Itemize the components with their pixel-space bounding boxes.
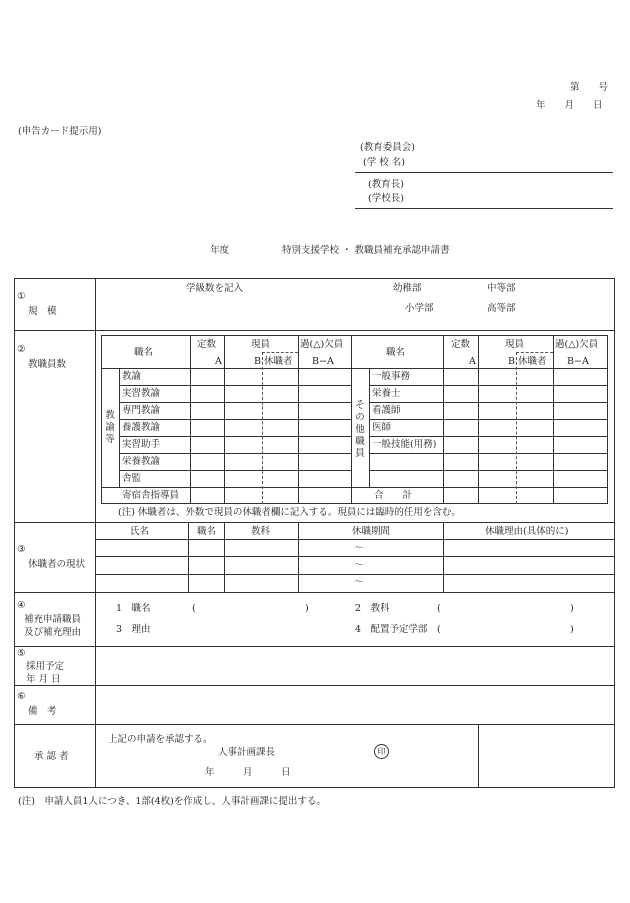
teacher-row: 寄宿舎指導員 [122,490,180,501]
paren: ( [192,603,196,614]
staff-total: 合 計 [374,490,413,501]
col-quota-left: 定数 [197,339,217,350]
remarks-num: ⑥ [17,691,26,702]
col-diff-sub-left: B−A [312,356,334,367]
paren: ) [305,603,309,614]
col-current-left: 現員 [251,339,271,350]
paren: ) [570,603,574,614]
seal-stamp: 印 [374,744,389,759]
replace-item3: 3 理由 [116,624,151,635]
hire-num: ⑤ [17,648,26,659]
leave-header-subject: 教科 [251,526,271,537]
col-leave-left: 休職者 [264,356,293,367]
leave-header-reason: 休職理由(具体的に) [485,526,569,537]
teacher-row: 養護教諭 [122,422,161,433]
scale-num: ① [17,291,26,302]
group-others: その他職員 [355,400,365,459]
leave-num: ③ [17,544,26,555]
school-underline [355,172,613,173]
label-column-divider [95,278,96,788]
other-row: 看護師 [372,405,401,416]
staff-note: (注) 休職者は、外数で現員の休職者欄に記入する。現員には臨時的任用を含む。 [118,507,461,518]
col-diff-right: 過(△)欠員 [555,339,599,350]
teacher-row: 栄養教諭 [122,456,161,467]
teacher-row: 専門教諭 [122,405,161,416]
col-quota-right: 定数 [451,339,471,350]
scale-note: 学級数を記入 [186,283,244,294]
col-job-left: 職名 [134,347,154,358]
other-row: 栄養士 [372,388,401,399]
date-label: 年 月 日 [536,100,603,111]
approval-officer: 人事計画課長 [218,747,276,758]
col-job-right: 職名 [386,347,406,358]
form-year: 年度 [210,245,230,256]
school-name-label: (学 校 名) [363,157,405,168]
leave-period-tilde: ～ [354,560,364,571]
leave-period-tilde: ～ [354,543,364,554]
scale-label: 規 模 [28,306,57,317]
other-row: 一般技能(用務) [372,439,437,450]
col-quota-sub-right: A [469,356,476,367]
card-note: (申告カード提示用) [18,126,102,137]
number-label: 第 号 [570,82,609,93]
replace-num: ④ [17,600,26,611]
division-elementary: 小学部 [405,303,434,314]
principal-underline [355,208,613,209]
replace-label2: 及び補充理由 [24,627,82,638]
division-kindergarten: 幼稚部 [393,283,422,294]
superintendent-label: (教育長) [368,179,404,190]
approval-date: 年 月 日 [205,767,291,778]
col-diff-left: 過(△)欠員 [300,339,344,350]
hire-label1: 採用予定 [26,661,65,672]
approval-text: 上記の申請を承認する。 [108,734,213,745]
principal-label: (学校長) [368,193,404,204]
col-current-right: 現員 [505,339,525,350]
division-high: 高等部 [487,303,516,314]
paren: ( [437,624,441,635]
teacher-row: 実習助手 [122,439,161,450]
staff-num: ② [17,344,26,355]
paren: ( [437,603,441,614]
leave-header-period: 休職期間 [352,526,391,537]
board-label: (教育委員会) [360,142,415,153]
teacher-row: 教諭 [122,371,142,382]
leave-label: 休職者の現状 [28,559,86,570]
leave-header-name: 氏名 [130,526,150,537]
leave-period-tilde: ～ [354,577,364,588]
replace-item2: 2 教科 [355,603,390,614]
col-quota-sub-left: A [215,356,222,367]
form-title: 特別支援学校 ・ 教職員補充承認申請書 [282,245,450,256]
remarks-label: 備 考 [28,706,57,717]
hire-label2: 年 月 日 [26,674,61,685]
replace-item4: 4 配置予定学部 [355,624,428,635]
teacher-row: 実習教諭 [122,388,161,399]
approval-label: 承 認 者 [34,751,69,762]
teacher-row: 舎監 [122,473,142,484]
col-current-b-right: B [508,356,515,367]
other-row: 医師 [372,422,392,433]
paren: ) [570,624,574,635]
col-diff-sub-right: B−A [567,356,589,367]
other-row: 一般事務 [372,371,411,382]
replace-item1: 1 職名 [116,603,151,614]
group-teachers: 教諭等 [105,410,115,445]
col-current-b-left: B [254,356,261,367]
staff-label: 教職員数 [28,359,67,370]
col-leave-right: 休職者 [518,356,547,367]
division-middle: 中等部 [487,283,516,294]
replace-label1: 補充申請職員 [24,614,82,625]
leave-header-job: 職名 [197,526,217,537]
footer-note: (注) 申請人員1人につき、1部(4枚)を作成し、人事計画課に提出する。 [18,796,326,807]
